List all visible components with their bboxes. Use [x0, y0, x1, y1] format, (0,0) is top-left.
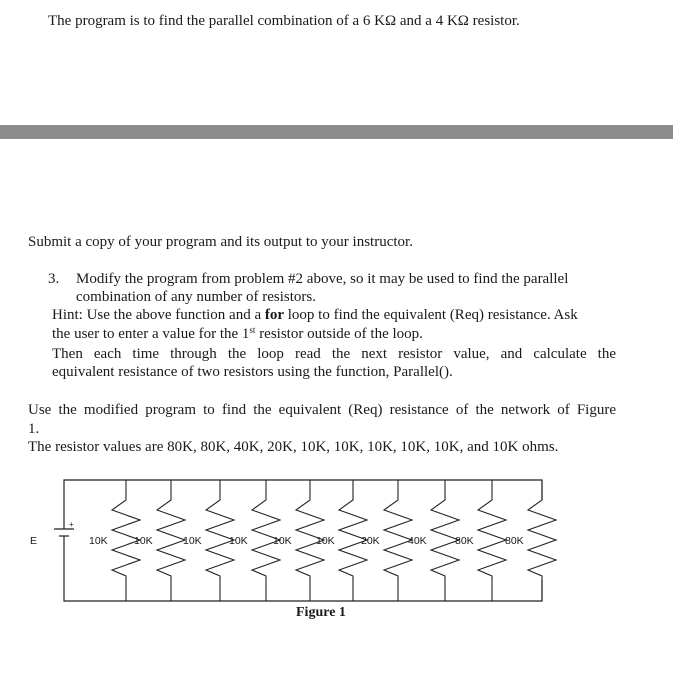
hint-text-b: loop to find the equivalent (Req) resistance. Ask — [284, 307, 578, 323]
section-divider — [0, 125, 673, 139]
resistor-label: 10K — [183, 535, 202, 547]
resistor-label: 10K — [134, 535, 153, 547]
problem3-line2: combination of any number of resistors. — [76, 289, 316, 305]
use-line1: Use the modified program to find the equivalent (Req) resistance of the network of Figure — [28, 402, 616, 418]
source-label: E — [30, 535, 38, 547]
hint-line — [52, 306, 578, 324]
then-line: Then each time through the loop read the next resistor value, and calculate the — [52, 346, 616, 362]
user-text-b: resistor outside of the loop. — [255, 326, 423, 342]
equiv-line: equivalent resistance of two resistors using the function, Parallel(). — [52, 364, 453, 380]
submit-text: Submit a copy of your program and its output to your instructor. — [28, 234, 413, 250]
user-sup: st — [249, 325, 256, 335]
resistor-label: 20K — [361, 535, 380, 547]
resistor — [528, 480, 556, 601]
figure-caption: Figure 1 — [296, 605, 346, 620]
circuit-diagram — [0, 470, 673, 610]
battery-plus-label: + — [69, 520, 74, 529]
resistor — [478, 480, 506, 601]
resistor-label: 80K — [455, 535, 474, 547]
problem3-number: 3. — [48, 271, 60, 287]
hint-bold-for: for — [264, 307, 285, 323]
values-line: The resistor values are 80K, 80K, 40K, 20K, 10K, 10K, 10K, 10K, 10K, and 10K ohms. — [28, 439, 559, 455]
top-rail — [64, 480, 542, 500]
resistor — [157, 480, 185, 601]
resistor-label: 10K — [273, 535, 292, 547]
resistor-label: 10K — [89, 535, 108, 547]
hint-text-a: Hint: Use the above function and a — [52, 307, 265, 323]
user-line — [52, 325, 423, 343]
intro-text: The program is to find the parallel combination of a 6 KΩ and a 4 KΩ resistor. — [48, 13, 520, 29]
problem3-line1: Modify the program from problem #2 above, so it may be used to find the parallel — [76, 271, 569, 287]
resistor-label: 80K — [505, 535, 524, 547]
resistor-label: 10K — [316, 535, 335, 547]
resistor-label: 10K — [229, 535, 248, 547]
use-line2: 1. — [28, 421, 40, 437]
user-text-a: the user to enter a value for the 1 — [52, 326, 250, 342]
resistor-label: 40K — [408, 535, 427, 547]
